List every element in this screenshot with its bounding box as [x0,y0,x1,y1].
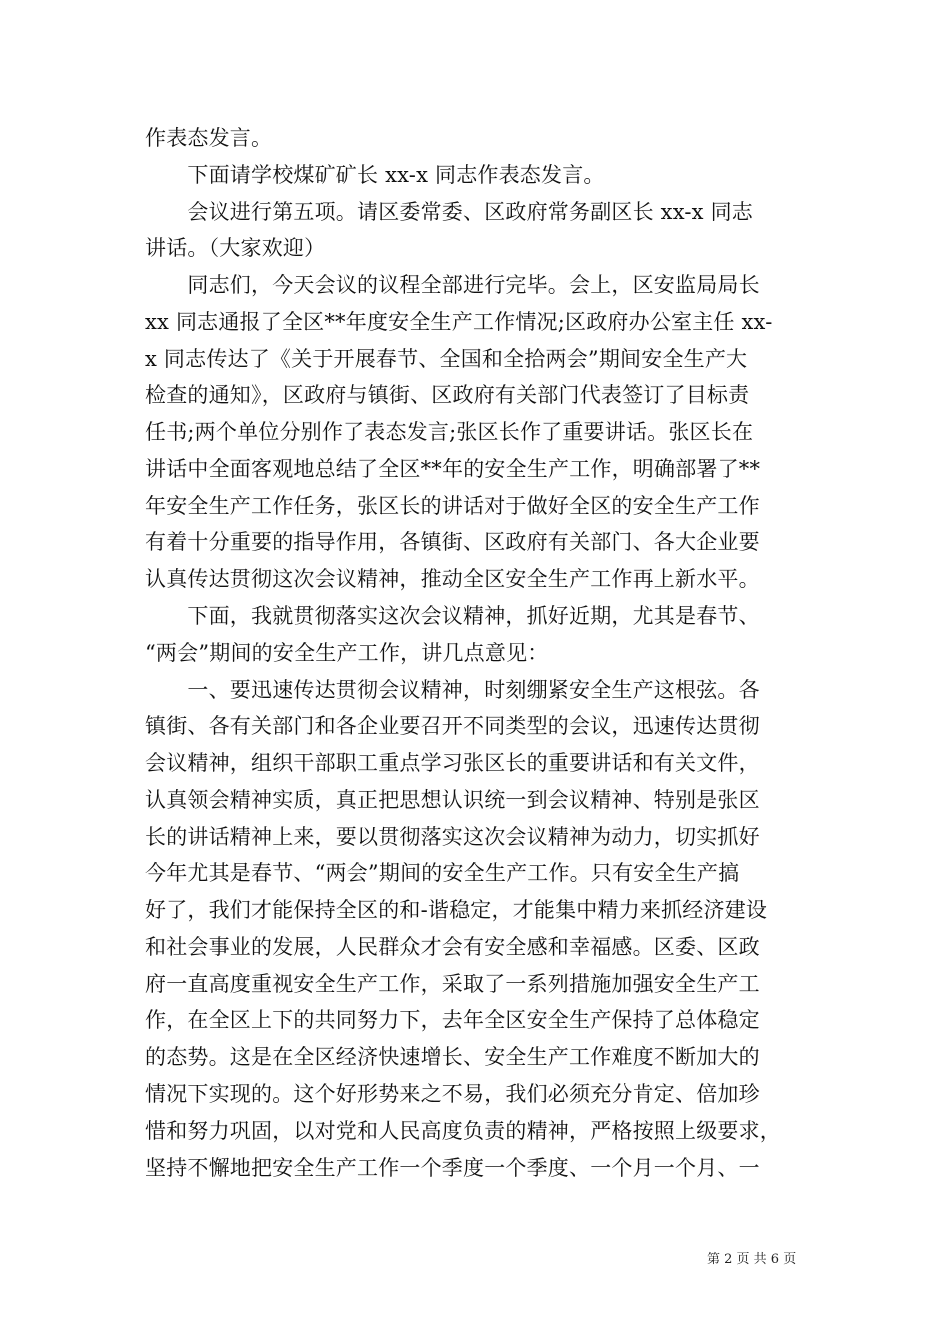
text-line: 惜和努力巩固，以对党和人民高度负责的精神，严格按照上级要求， [145,1119,781,1143]
text-line: 认真领会精神实质，真正把思想认识统一到会议精神、特别是张区 [145,788,760,812]
text-line: 坚持不懈地把安全生产工作一个季度一个季度、一个月一个月、一 [145,1156,760,1180]
text-line: 作表态发言。 [145,126,273,150]
text-line: “两会”期间的安全生产工作，讲几点意见： [145,641,549,665]
text-line: 会议精神，组织干部职工重点学习张区长的重要讲话和有关文件， [145,751,760,775]
text-line: 下面，我就贯彻落实这次会议精神，抓好近期，尤其是春节、 [145,604,760,628]
page-number-footer: 第 2 页 共 6 页 [707,1252,797,1267]
text-line: 年安全生产工作任务，张区长的讲话对于做好全区的安全生产工作 [145,494,760,518]
text-line: 一、要迅速传达贯彻会议精神，时刻绷紧安全生产这根弦。各 [145,678,760,702]
text-line: 同志们，今天会议的议程全部进行完毕。会上，区安监局局长 [145,273,760,297]
text-line: xx 同志通报了全区**年度安全生产工作情况;区政府办公室主任 xx- [145,310,773,334]
text-line: 好了，我们才能保持全区的和-谐稳定，才能集中精力来抓经济建设 [145,898,768,922]
text-line: 长的讲话精神上来，要以贯彻落实这次会议精神为动力，切实抓好 [145,825,760,849]
text-line: x 同志传达了《关于开展春节、全国和全拾两会”期间安全生产大 [145,347,748,371]
text-line: 作，在全区上下的共同努力下，去年全区安全生产保持了总体稳定 [145,1008,760,1032]
text-line: 检查的通知》，区政府与镇街、区政府有关部门代表签订了目标责 [145,383,750,407]
text-line: 任书;两个单位分别作了表态发言;张区长作了重要讲话。张区长在 [145,420,754,444]
text-line: 和社会事业的发展，人民群众才会有安全感和幸福感。区委、区政 [145,935,760,959]
text-line: 讲话。（大家欢迎） [145,236,326,260]
text-line: 下面请学校煤矿矿长 xx-x 同志作表态发言。 [145,163,605,187]
text-line: 情况下实现的。这个好形势来之不易，我们必须充分肯定、倍加珍 [145,1082,760,1106]
text-line: 镇街、各有关部门和各企业要召开不同类型的会议，迅速传达贯彻 [145,714,760,738]
text-line: 今年尤其是春节、“两会”期间的安全生产工作。只有安全生产搞 [145,861,740,885]
text-line: 的态势。这是在全区经济快速增长、安全生产工作难度不断加大的 [145,1045,760,1069]
text-line: 认真传达贯彻这次会议精神，推动全区安全生产工作再上新水平。 [145,567,760,591]
text-line: 讲话中全面客观地总结了全区**年的安全生产工作，明确部署了** [145,457,761,481]
text-line: 府一直高度重视安全生产工作，采取了一系列措施加强安全生产工 [145,972,760,996]
text-line: 会议进行第五项。请区委常委、区政府常务副区长 xx-x 同志 [145,200,754,224]
text-line: 有着十分重要的指导作用，各镇街、区政府有关部门、各大企业要 [145,530,760,554]
